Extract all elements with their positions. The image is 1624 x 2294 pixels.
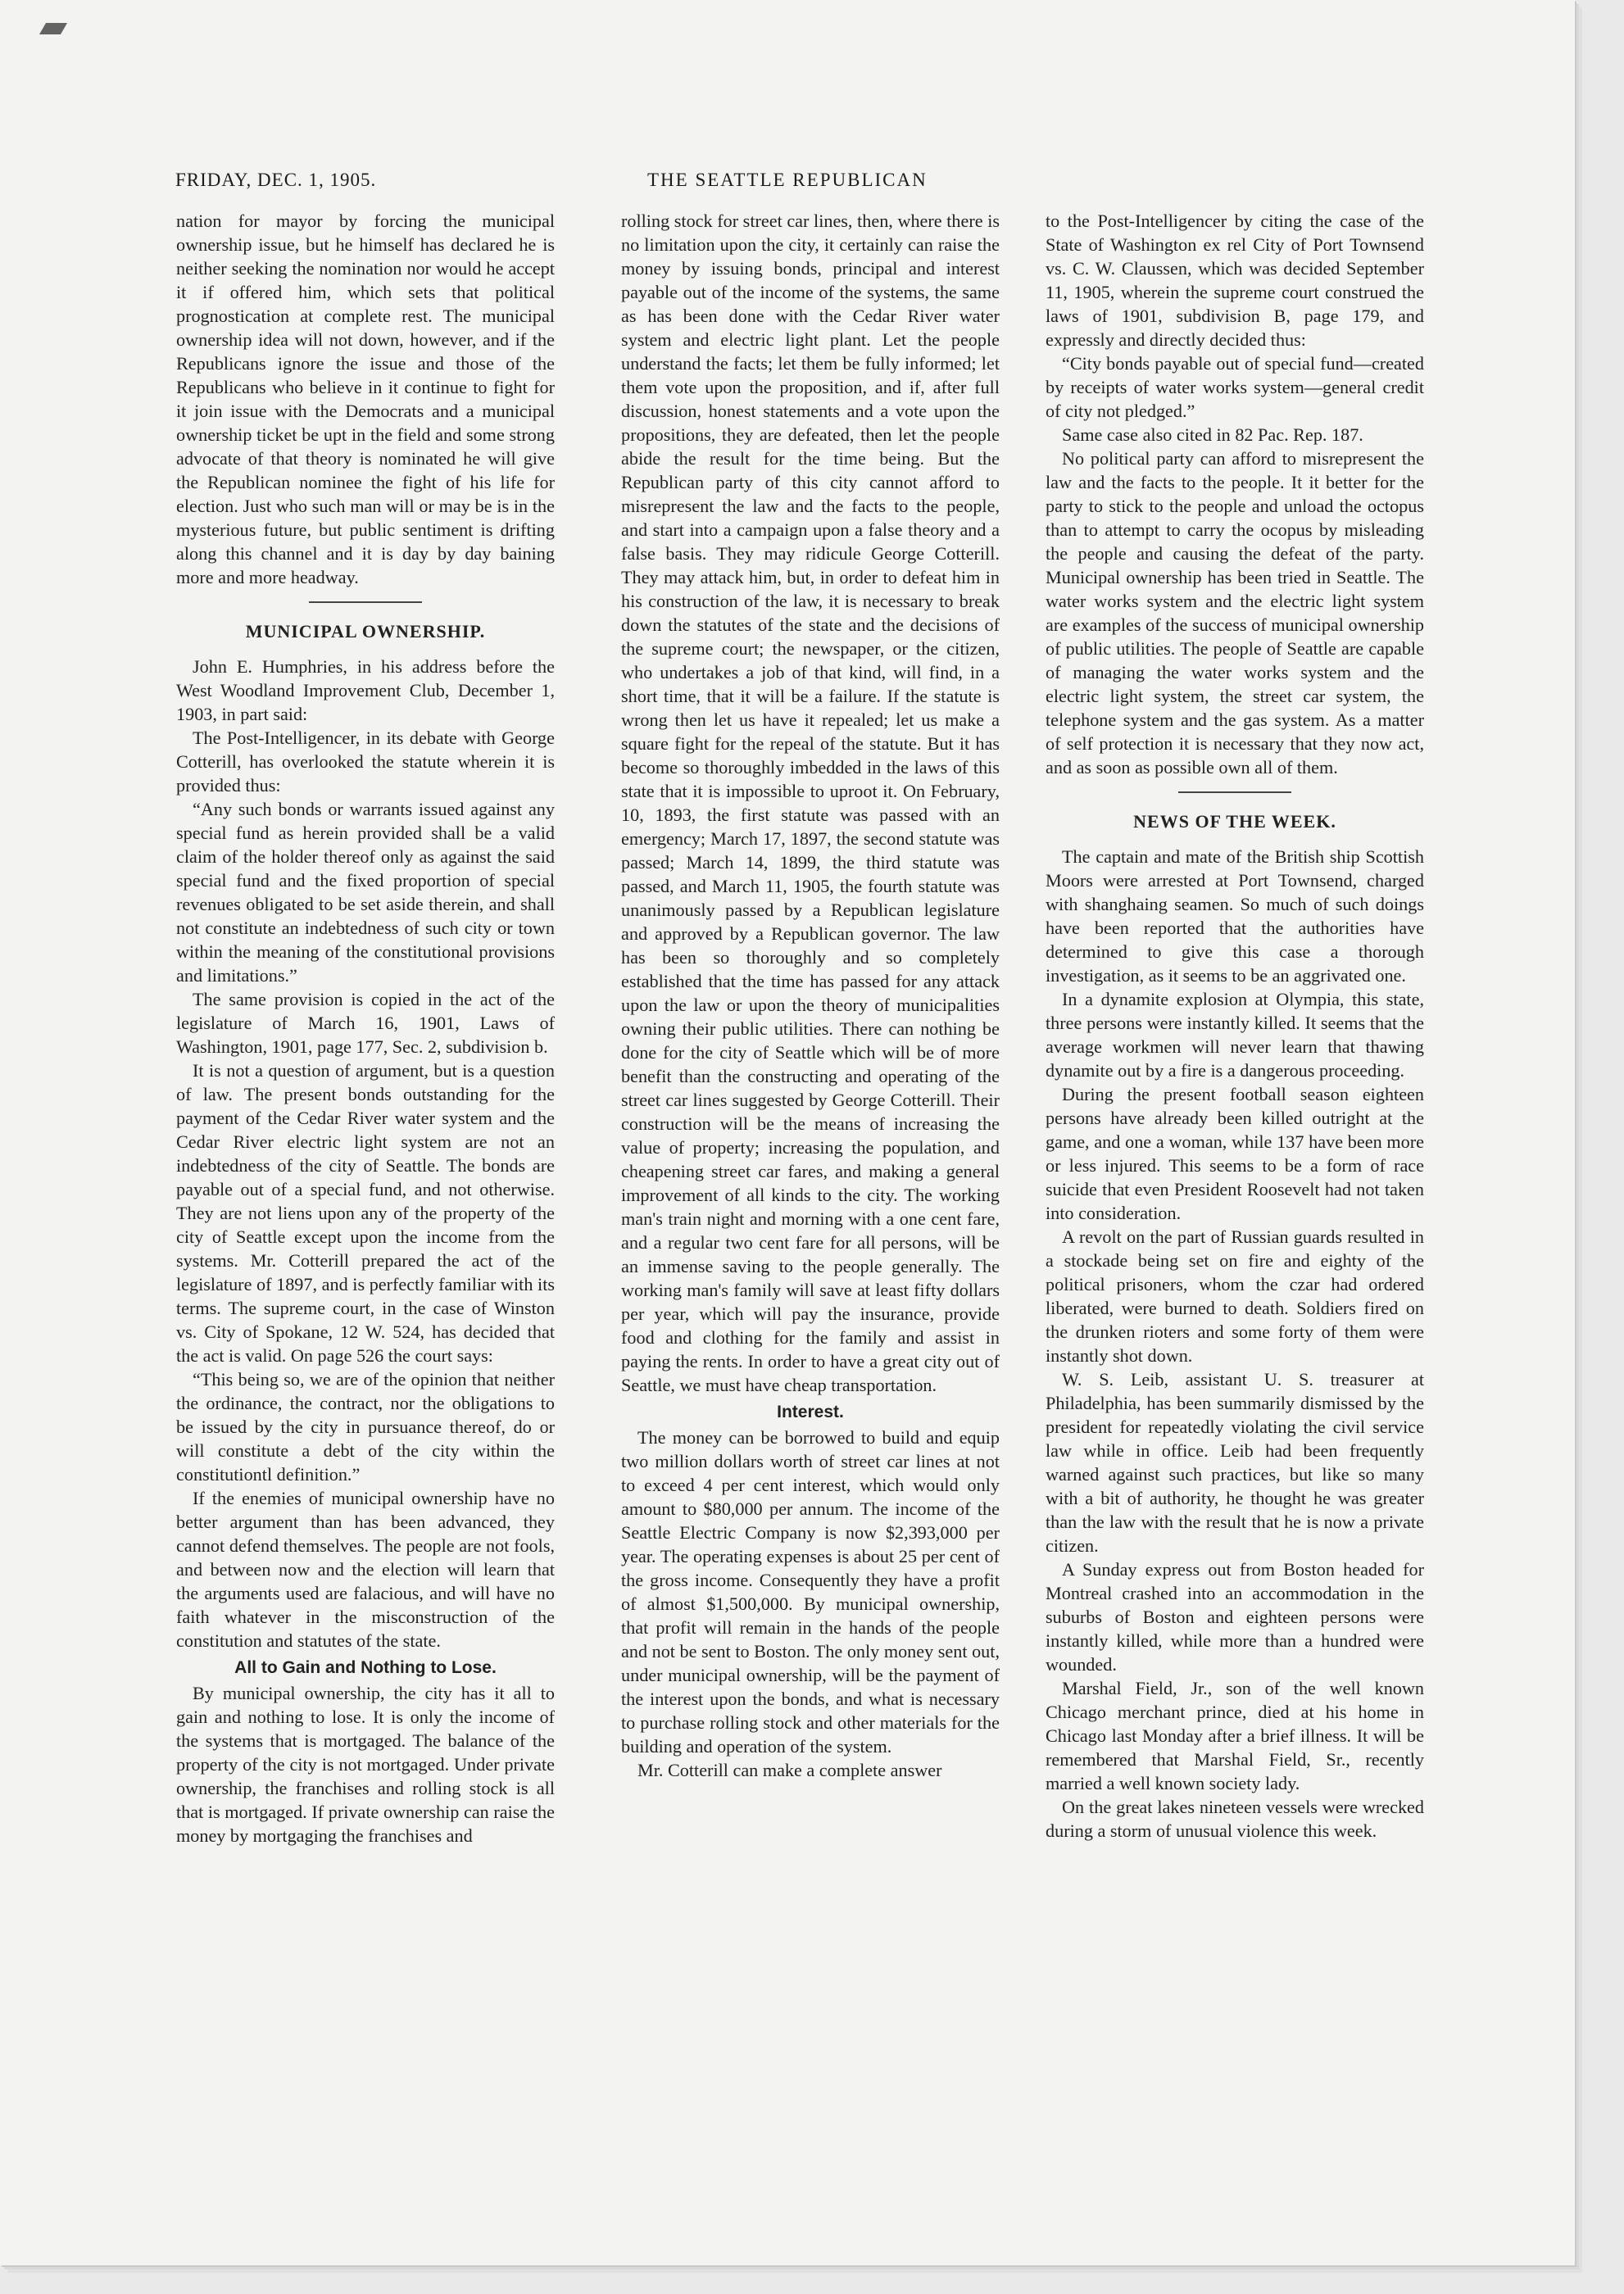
news-item: On the great lakes nineteen vessels were wrecked during a storm of unusual violence this week. [1046,1797,1424,1841]
paragraph: The Post-Intelligencer, in its debate with George Cotterill, has overlooked the statute wherein it is provided thus: [176,728,555,796]
section-divider [1178,791,1291,793]
news-item: W. S. Leib, assistant U. S. treasurer at Philadelphia, has been summarily dismissed by the president for repeatedly violating the civil service law while in office. Leib had been frequently warned against such practices, but like so many with a bit of authority, he thought he was greater than the law with the result that he is now a private citizen. [1046,1369,1424,1556]
subheading-all-to-gain: All to Gain and Nothing to Lose. [234,1658,497,1677]
column-2 [621,209,1000,1782]
section-heading-municipal-ownership: MUNICIPAL OWNERSHIP. [245,621,486,642]
paragraph: rolling stock for street car lines, then, where there is no limitation upon the city, it certainly can raise the money by issuing bonds, principal and interest payable out of the income of the systems, the same as has been done with the Cedar River water system and electric light plant. Let the people understand the facts; let them be fully informed; let them vote upon the proposition, and if, after full discussion, honest statements and a vote upon the propositions, they are defeated, then let the people abide the result for the time being. But the Republican party of this city cannot afford to misrepresent the law and the facts to the people, and start into a campaign upon a false theory and a false basis. They may ridicule George Cotterill. They may attack him, but, in order to defeat him in his construction of the law, it is necessary to break down the statutes of the state and the decisions of the supreme court; the newspaper, or the citizen, who undertakes a job of that kind, will find, in a short time, that it will be a failure. If the statute is wrong then let us have it repealed; let us make a square fight for the repeal of the statute. But it has become so thoroughly imbedded in the laws of this state that it is impossible to uproot it. On February, 10, 1893, the first statute was passed with an emergency; March 17, 1897, the second statute was passed; March 14, 1899, the third statute was passed, and March 11, 1905, the fourth statute was unanimously passed by a Republican legislature and approved by a Republican governor. The law has been so thoroughly and so completely established that the time has passed for any attack upon the law or upon the theory of municipalities owning their public utilities. There can nothing be done for the city of Seattle which will be of more benefit than the constructing and operating of the street car lines suggested by George Cotterill. Their construction will be the means of increasing the value of property; increasing the population, and cheapening street car fares, and making a general improvement of all kinds to the city. The working man's train night and morning with a one cent fare, and a regular two cent fare for all persons, will be an immense saving to the people generally. The working man's family will save at least fifty dollars per year, which will pay the insurance, provide food and clothing for the family and assist in paying the rents. In order to have a great city out of Seattle, we must have cheap transportation. [621,211,1000,1395]
paragraph: John E. Humphries, in his address before the West Woodland Improvement Club, December 1, 1903, in part said: [176,656,555,724]
column-3 [1046,209,1424,1843]
news-item: A revolt on the part of Russian guards resulted in a stockade being set on fire and eighty of the political prisoners, whom the czar had ordered liberated, were burned to death. Soldiers fired on the drunken rioters and some forty of them were instantly shot down. [1046,1226,1424,1366]
news-item: During the present football season eighteen persons have already been killed outright at the game, and one a woman, while 137 have been more or less injured. This seems to be a form of race suicide that even President Roosevelt had not taken into consideration. [1046,1084,1424,1223]
quotation: “This being so, we are of the opinion that neither the ordinance, the contract, nor the obligations to be issued by the city in pursuance thereof, do or will constitute a debt of the city within the constitutiontl definition.” [176,1369,555,1485]
issue-date: FRIDAY, DEC. 1, 1905. [175,170,377,190]
paragraph: The same provision is copied in the act of the legislature of March 16, 1901, Laws of Washington, 1901, page 177, Sec. 2, subdivision b. [176,989,555,1057]
paragraph: nation for mayor by forcing the municipal ownership issue, but he himself has declared he is neither seeking the nomination nor would he accept it if offered him, which sets that political prognostication at complete rest. The municipal ownership idea will not down, however, and if the Republicans ignore the issue and those of the Republicans who believe in it continue to fight for it join issue with the Democrats and a municipal ownership ticket be upt in the field and some strong advocate of that theory is nominated he will give the Republican nominee the fight of his life for election. Just who such man will or may be is in the mysterious future, but public sentiment is drifting along this channel and it is day by day baining more and more headway. [176,211,555,587]
news-item: Marshal Field, Jr., son of the well known Chicago merchant prince, died at his home in Chicago last Monday after a brief illness. It will be remembered that Marshal Field, Sr., recently married a well known society lady. [1046,1678,1424,1793]
page-corner-mark [39,23,67,34]
subheading-interest: Interest. [777,1403,844,1421]
news-item: The captain and mate of the British ship Scottish Moors were arrested at Port Townsend, charged with shanghaing seamen. So much of such doings have been reported that the authorities have determined to give this case a thorough investigation, as it seems to be an aggrivated one. [1046,846,1424,986]
paragraph: to the Post-Intelligencer by citing the case of the State of Washington ex rel City of Port Townsend vs. C. W. Claussen, which was decided September 11, 1905, wherein the supreme court construed the laws of 1901, subdivision B, page 179, and expressly and directly decided thus: [1046,211,1424,350]
paragraph: If the enemies of municipal ownership have no better argument than has been advanced, they cannot defend themselves. The people are not fools, and between now and the election will learn that the arguments used are falacious, and will have no faith whatever in the misconstruction of the constitution and statutes of the state. [176,1488,555,1651]
section-heading-news-of-the-week: NEWS OF THE WEEK. [1133,811,1336,832]
paragraph: Same case also cited in 82 Pac. Rep. 187. [1062,424,1363,445]
column-1 [176,209,555,1847]
quotation: “Any such bonds or warrants issued against any special fund as herein provided shall be a valid claim of the holder thereof only as against the said special fund and the fixed proportion of special revenues obligated to be set aside therein, and shall not constitute an indebtedness of such city or town within the meaning of the constitutional provisions and limitations.” [176,799,555,986]
section-divider [309,601,422,603]
paragraph: Mr. Cotterill can make a complete answer [637,1760,942,1780]
news-item: In a dynamite explosion at Olympia, this state, three persons were instantly killed. It seems that the average workmen will never learn that thawing dynamite out by a fire is a dangerous proceeding. [1046,989,1424,1081]
paragraph: The money can be borrowed to build and equip two million dollars worth of street car lines at not to exceed 4 per cent interest, which would only amount to $80,000 per annum. The income of the Seattle Electric Company is now $2,393,000 per year. The operating expenses is about 25 per cent of the gross income. Consequently they have a profit of almost $1,500,000. By municipal ownership, that profit will remain in the hands of the people and not be sent to Boston. The only money sent out, under municipal ownership, will be the payment of the interest upon the bonds, and what is necessary to purchase rolling stock and other materials for the building and operation of the system. [621,1427,1000,1757]
paragraph: By municipal ownership, the city has it all to gain and nothing to lose. It is only the income of the systems that is mortgaged. The balance of the property of the city is not mortgaged. Under private ownership, the franchises and rolling stock is all that is mortgaged. If private ownership can raise the money by mortgaging the franchises and [176,1683,555,1846]
paragraph: No political party can afford to misrepresent the law and the facts to the people. It it better for the party to stick to the people and unload the octopus than to attempt to carry the ocopus by misleading the people and causing the defeat of the party. Municipal ownership has been tried in Seattle. The water works system and the electric light system are examples of the success of municipal ownership of public utilities. The people of Seattle are capable of managing the water works system and the electric light system, the street car system, the telephone system and the gas system. As a matter of self protection it is necessary that they now act, and as soon as possible own all of them. [1046,448,1424,778]
quotation: “City bonds payable out of special fund—created by receipts of water works system—general credit of city not pledged.” [1046,353,1424,421]
newspaper-title: THE SEATTLE REPUBLICAN [647,170,928,190]
news-item: A Sunday express out from Boston headed for Montreal crashed into an accommodation in the suburbs of Boston and eighteen persons were instantly killed, while more than a hundred were wounded. [1046,1559,1424,1675]
paragraph: It is not a question of argument, but is a question of law. The present bonds outstanding for the payment of the Cedar River water system and the Cedar River electric light system are not an indebtedness of the city of Seattle. The bonds are payable out of a special fund, and not otherwise. They are not liens upon any of the property of the city of Seattle except upon the income from the systems. Mr. Cotterill prepared the act of the legislature of 1897, and is perfectly familiar with its terms. The supreme court, in the case of Winston vs. City of Spokane, 12 W. 524, has decided that the act is valid. On page 526 the court says: [176,1060,555,1366]
